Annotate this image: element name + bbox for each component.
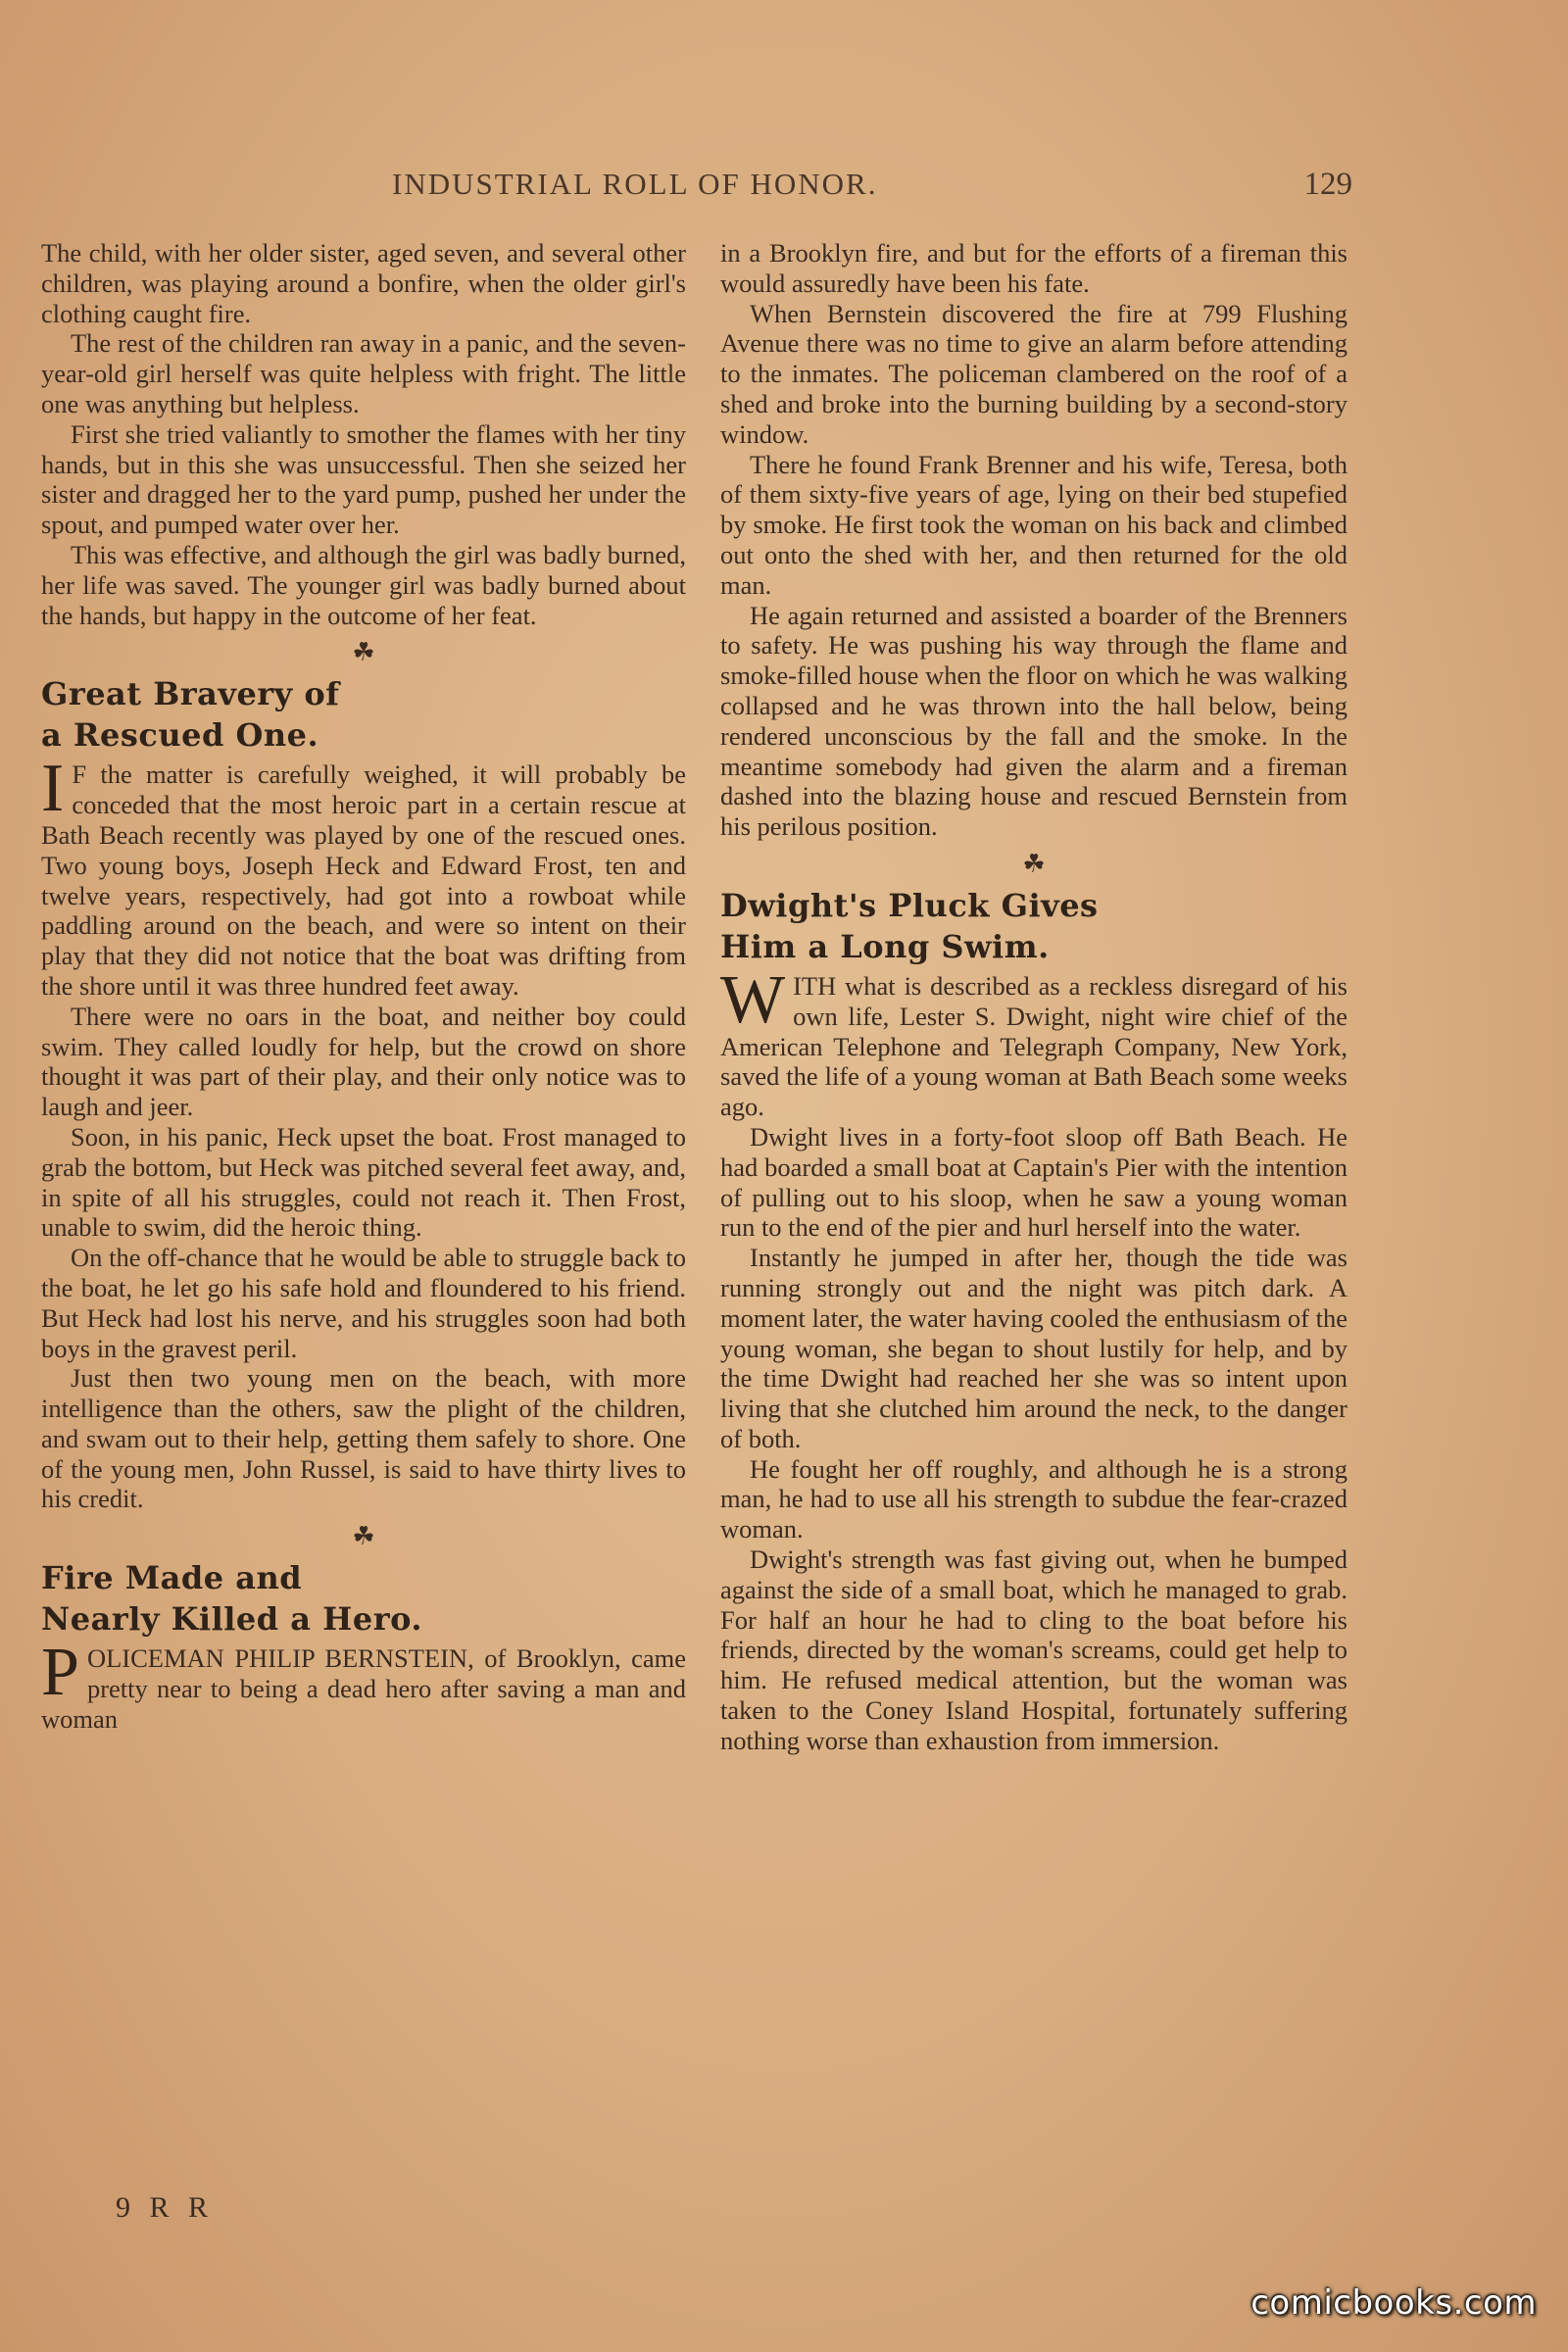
headline-line: Fire Made and	[41, 1559, 303, 1597]
section-ornament: ☘	[352, 638, 375, 667]
drop-cap: I	[41, 751, 65, 827]
lead-text: ITH what is described as a reckless disregard of his own life, Lester S. Dwight, night wire chief of the American Telephone and Telegraph Company, New York, saved the life of a young woman at Bath Beach some weeks ago.	[720, 970, 1348, 1122]
running-title: INDUSTRIAL ROLL OF HONOR.	[392, 167, 878, 201]
story-paragraph: This was effective, and although the girl was badly burned, her life was saved. The younger girl was badly burned about the hands, but happy in the outcome of her feat.	[41, 539, 686, 630]
story-paragraph: Just then two young men on the beach, with more intelligence than the others, saw the plight of the children, and swam out to their help, getting them safely to shore. One of the young men, John Russel, is said to have thirty lives to his credit.	[41, 1363, 686, 1514]
headline-line: a Rescued One.	[41, 716, 319, 755]
story-paragraph: There he found Frank Brenner and his wife, Teresa, both of them sixty-five years of age, lying on their bed stupefied by smoke. He first took the woman on his back and climbed out onto the shed with her, and then returned for the old man.	[720, 449, 1348, 600]
story-paragraph: Soon, in his panic, Heck upset the boat. Frost managed to grab the bottom, but Heck was pitched several feet away, and, in spite of all his struggles, could not reach it. Then Frost, unable to swim, did the heroic thing.	[41, 1121, 686, 1243]
drop-cap: W	[720, 961, 786, 1038]
right-column	[720, 238, 1348, 1756]
story-paragraph: The child, with her older sister, aged seven, and several other children, was playing around a bonfire, when the older girl's clothing caught fire.	[41, 238, 686, 328]
story-paragraph: When Bernstein discovered the fire at 799 Flushing Avenue there was no time to give an alarm before attending to the inmates. The policeman clambered on the roof of a shed and broke into the burning building by a second-story window.	[720, 298, 1348, 449]
page-header	[59, 167, 1352, 210]
article-lead-paragraph	[41, 751, 686, 1001]
story-paragraph: He again returned and assisted a boarder of the Brenners to safety. He was pushing his way through the flame and smoke-filled house when the floor on which he was walking collapsed and he was thrown into the hall below, being rendered unconscious by the fall and the smoke. In the meantime somebody had given the alarm and a fireman dashed into the blazing house and rescued Bernstein from his perilous position.	[720, 600, 1348, 842]
headline-line: Nearly Killed a Hero.	[41, 1600, 422, 1639]
story-paragraph: There were no oars in the boat, and neither boy could swim. They called loudly for help, but the crowd on shore thought it was part of their play, and their only notice was to laugh and jeer.	[41, 1001, 686, 1122]
section-ornament: ☘	[1022, 849, 1046, 878]
lead-text: F the matter is carefully weighed, it will probably be conceded that the most heroic part in a certain rescue at Bath Beach recently was played by one of the rescued ones. Two young boys, Joseph Heck and Edward Frost, ten and twelve years, respectively, had got into a rowboat while paddling around on the beach, and were so intent on their play that they did not notice that the boat was drifting from the shore until it was three hundred feet away.	[41, 760, 686, 1001]
signature-mark: 9 R R	[116, 2191, 215, 2224]
headline-line: Him a Long Swim.	[720, 927, 1050, 965]
story-paragraph: He fought her off roughly, and although he is a strong man, he had to use all his strength to subdue the fear-crazed woman.	[720, 1453, 1348, 1544]
story-paragraph: First she tried valiantly to smother the flames with her tiny hands, but in this she was unsuccessful. Then she seized her sister and dragged her to the yard pump, pushed her under the spout, and pumped water over her.	[41, 418, 686, 540]
article-headline	[41, 1557, 686, 1640]
left-column	[41, 238, 686, 1735]
story-paragraph: in a Brooklyn fire, and but for the efforts of a fireman this would assuredly have been his fate.	[720, 238, 1348, 298]
story-paragraph: Instantly he jumped in after her, though the tide was running strongly out and the night was pitch dark. A moment later, the water having cooled the enthusiasm of the young woman, she began to shout lustily for help, and by the time Dwight had reached her she was so intent upon living that she clutched him around the neck, to the danger of both.	[720, 1243, 1348, 1453]
lead-text: OLICEMAN PHILIP BERNSTEIN, of Brooklyn, came pretty near to being a dead hero after saving a man and woman	[41, 1643, 686, 1734]
site-watermark: comicbooks.com	[1250, 2283, 1537, 2323]
article-lead-paragraph	[720, 961, 1348, 1122]
story-paragraph: The rest of the children ran away in a panic, and the seven-year-old girl herself was quite helpless with fright. The little one was anything but helpless.	[41, 328, 686, 418]
page-number: 129	[1303, 167, 1352, 202]
article-lead-paragraph	[41, 1635, 686, 1734]
section-ornament: ☘	[352, 1522, 375, 1551]
article-headline	[41, 673, 686, 756]
story-paragraph: On the off-chance that he would be able to struggle back to the boat, he let go his safe hold and floundered to his friend. But Heck had lost his nerve, and his struggles soon had both boys in the gravest peril.	[41, 1243, 686, 1363]
story-paragraph: Dwight's strength was fast giving out, when he bumped against the side of a small boat, which he managed to grab. For half an hour he had to cling to the boat before his friends, directed by the woman's screams, could get help to him. He refused medical attention, but the woman was taken to the Coney Island Hospital, fortunately suffering nothing worse than exhaustion from immersion.	[720, 1544, 1348, 1755]
story-paragraph: Dwight lives in a forty-foot sloop off Bath Beach. He had boarded a small boat at Captain's Pier with the intention of pulling out to his sloop, when he saw a young woman run to the end of the pier and hurl herself into the water.	[720, 1121, 1348, 1243]
headline-line: Dwight's Pluck Gives	[720, 886, 1099, 924]
headline-line: Great Bravery of	[41, 675, 340, 713]
article-headline	[720, 885, 1348, 967]
drop-cap: P	[41, 1635, 79, 1711]
